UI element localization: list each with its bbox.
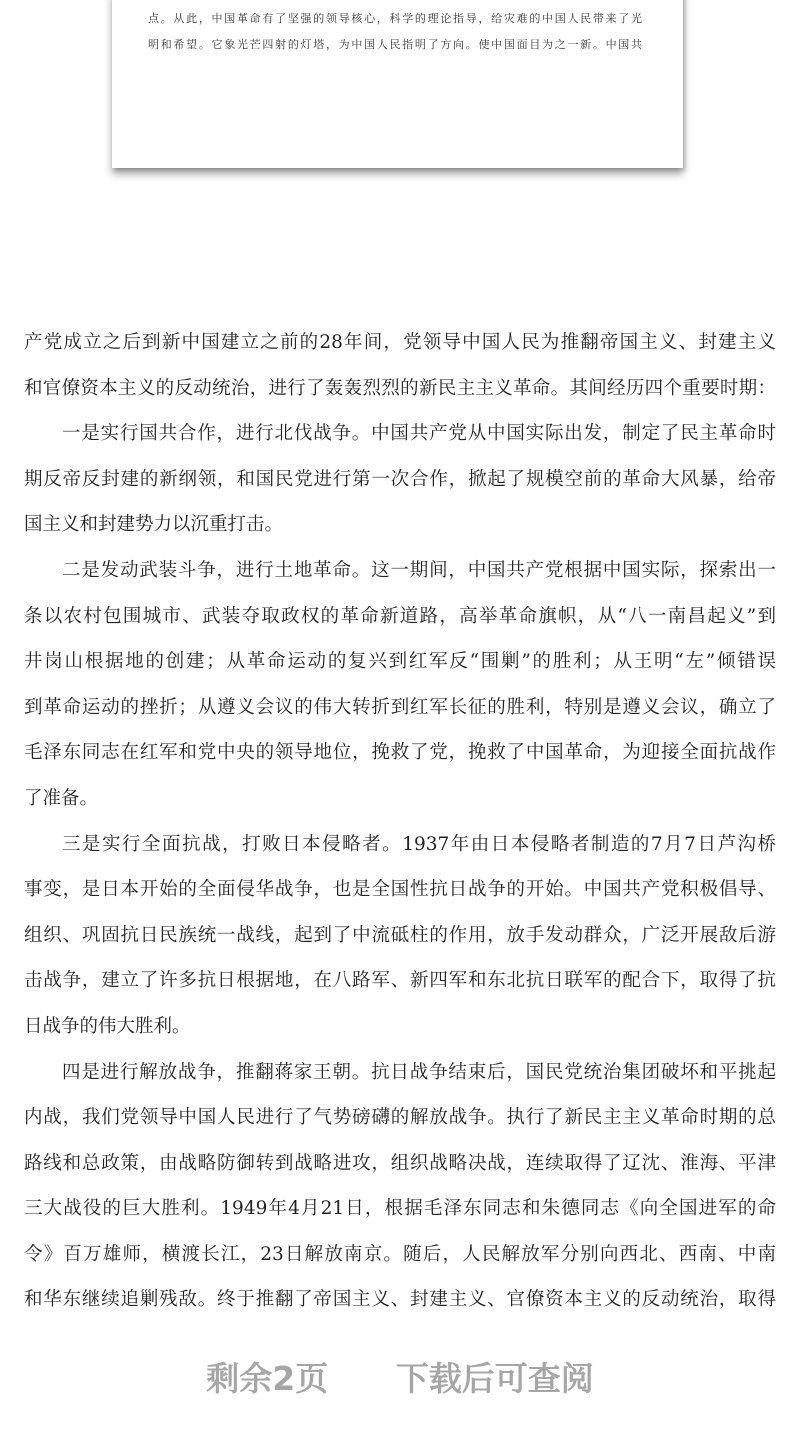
text-line: 三是实行全面抗战，打败日本侵略者。1937年由日本侵略者制造的7月7日芦沟桥 bbox=[62, 833, 776, 855]
text-line: 内战，我们党领导中国人民进行了气势磅礴的解放战争。执行了新民主主义革命时期的总 bbox=[24, 1107, 776, 1129]
text-line: 三大战役的巨大胜利。1949年4月21日，根据毛泽东同志和朱德同志《向全国进军的命 bbox=[24, 1198, 776, 1220]
text-line: 二是发动武装斗争，进行土地革命。这一期间，中国共产党根据中国实际，探索出一 bbox=[62, 559, 776, 581]
text-line: 条以农村包围城市、武装夺取政权的革命新道路，高举革命旗帜，从“八一南昌起义”到 bbox=[24, 605, 776, 627]
text-line: 毛泽东同志在红军和党中央的领导地位，挽救了党，挽救了中国革命，为迎接全面抗战作 bbox=[24, 742, 776, 764]
document-body bbox=[24, 329, 776, 1332]
preview-line: 点。从此，中国革命有了坚强的领导核心，科学的理论指导，给灾难的中国人民带来了光 bbox=[148, 12, 642, 25]
text-line: 了准备。 bbox=[24, 787, 99, 809]
download-prompt[interactable] bbox=[0, 1353, 800, 1400]
text-line: 产党成立之后到新中国建立之前的28年间，党领导中国人民为推翻帝国主义、封建主义 bbox=[24, 332, 776, 353]
text-line: 到革命运动的挫折；从遵义会议的伟大转折到红军长征的胜利，特别是遵义会议，确立了 bbox=[24, 696, 776, 718]
text-line: 国主义和封建势力以沉重打击。 bbox=[24, 514, 284, 536]
text-line: 期反帝反封建的新纲领，和国民党进行第一次合作，掀起了规模空前的革命大风暴，给帝 bbox=[24, 468, 776, 490]
text-line: 击战争，建立了许多抗日根据地，在八路军、新四军和东北抗日联军的配合下，取得了抗 bbox=[24, 970, 776, 992]
text-line: 四是进行解放战争，推翻蒋家王朝。抗日战争结束后，国民党统治集团破坏和平挑起 bbox=[62, 1061, 776, 1083]
text-line: 事变，是日本开始的全面侵华战争，也是全国性抗日战争的开始。中国共产党积极倡导、 bbox=[24, 879, 776, 901]
text-line: 一是实行国共合作，进行北伐战争。中国共产党从中国实际出发，制定了民主革命时 bbox=[62, 423, 776, 445]
text-line: 路线和总政策，由战略防御转到战略进攻，组织战略决战，连续取得了辽沈、淮海、平津 bbox=[24, 1152, 776, 1174]
text-line: 组织、巩固抗日民族统一战线，起到了中流砥柱的作用，放手发动群众，广泛开展敌后游 bbox=[24, 924, 776, 946]
text-line: 和官僚资本主义的反动统治，进行了轰轰烈烈的新民主主义革命。其间经历四个重要时期： bbox=[24, 377, 776, 399]
text-line: 和华东继续追剿残敌。终于推翻了帝国主义、封建主义、官僚资本主义的反动统治，取得 bbox=[24, 1289, 776, 1311]
text-line: 令》百万雄师，横渡长江，23日解放南京。随后，人民解放军分别向西北、西南、中南 bbox=[24, 1243, 776, 1265]
preview-line: 明和希望。它象光芒四射的灯塔，为中国人民指明了方向。使中国面目为之一新。中国共 bbox=[148, 38, 642, 51]
preview-page-card bbox=[112, 0, 683, 168]
remaining-pages-label: 剩余2页 bbox=[206, 1359, 329, 1398]
text-line: 井岗山根据地的创建；从革命运动的复兴到红军反“围剿”的胜利；从王明“左”倾错误 bbox=[24, 651, 776, 673]
text-line: 日战争的伟大胜利。 bbox=[24, 1015, 191, 1037]
download-to-view-label[interactable]: 下载后可查阅 bbox=[395, 1359, 594, 1398]
